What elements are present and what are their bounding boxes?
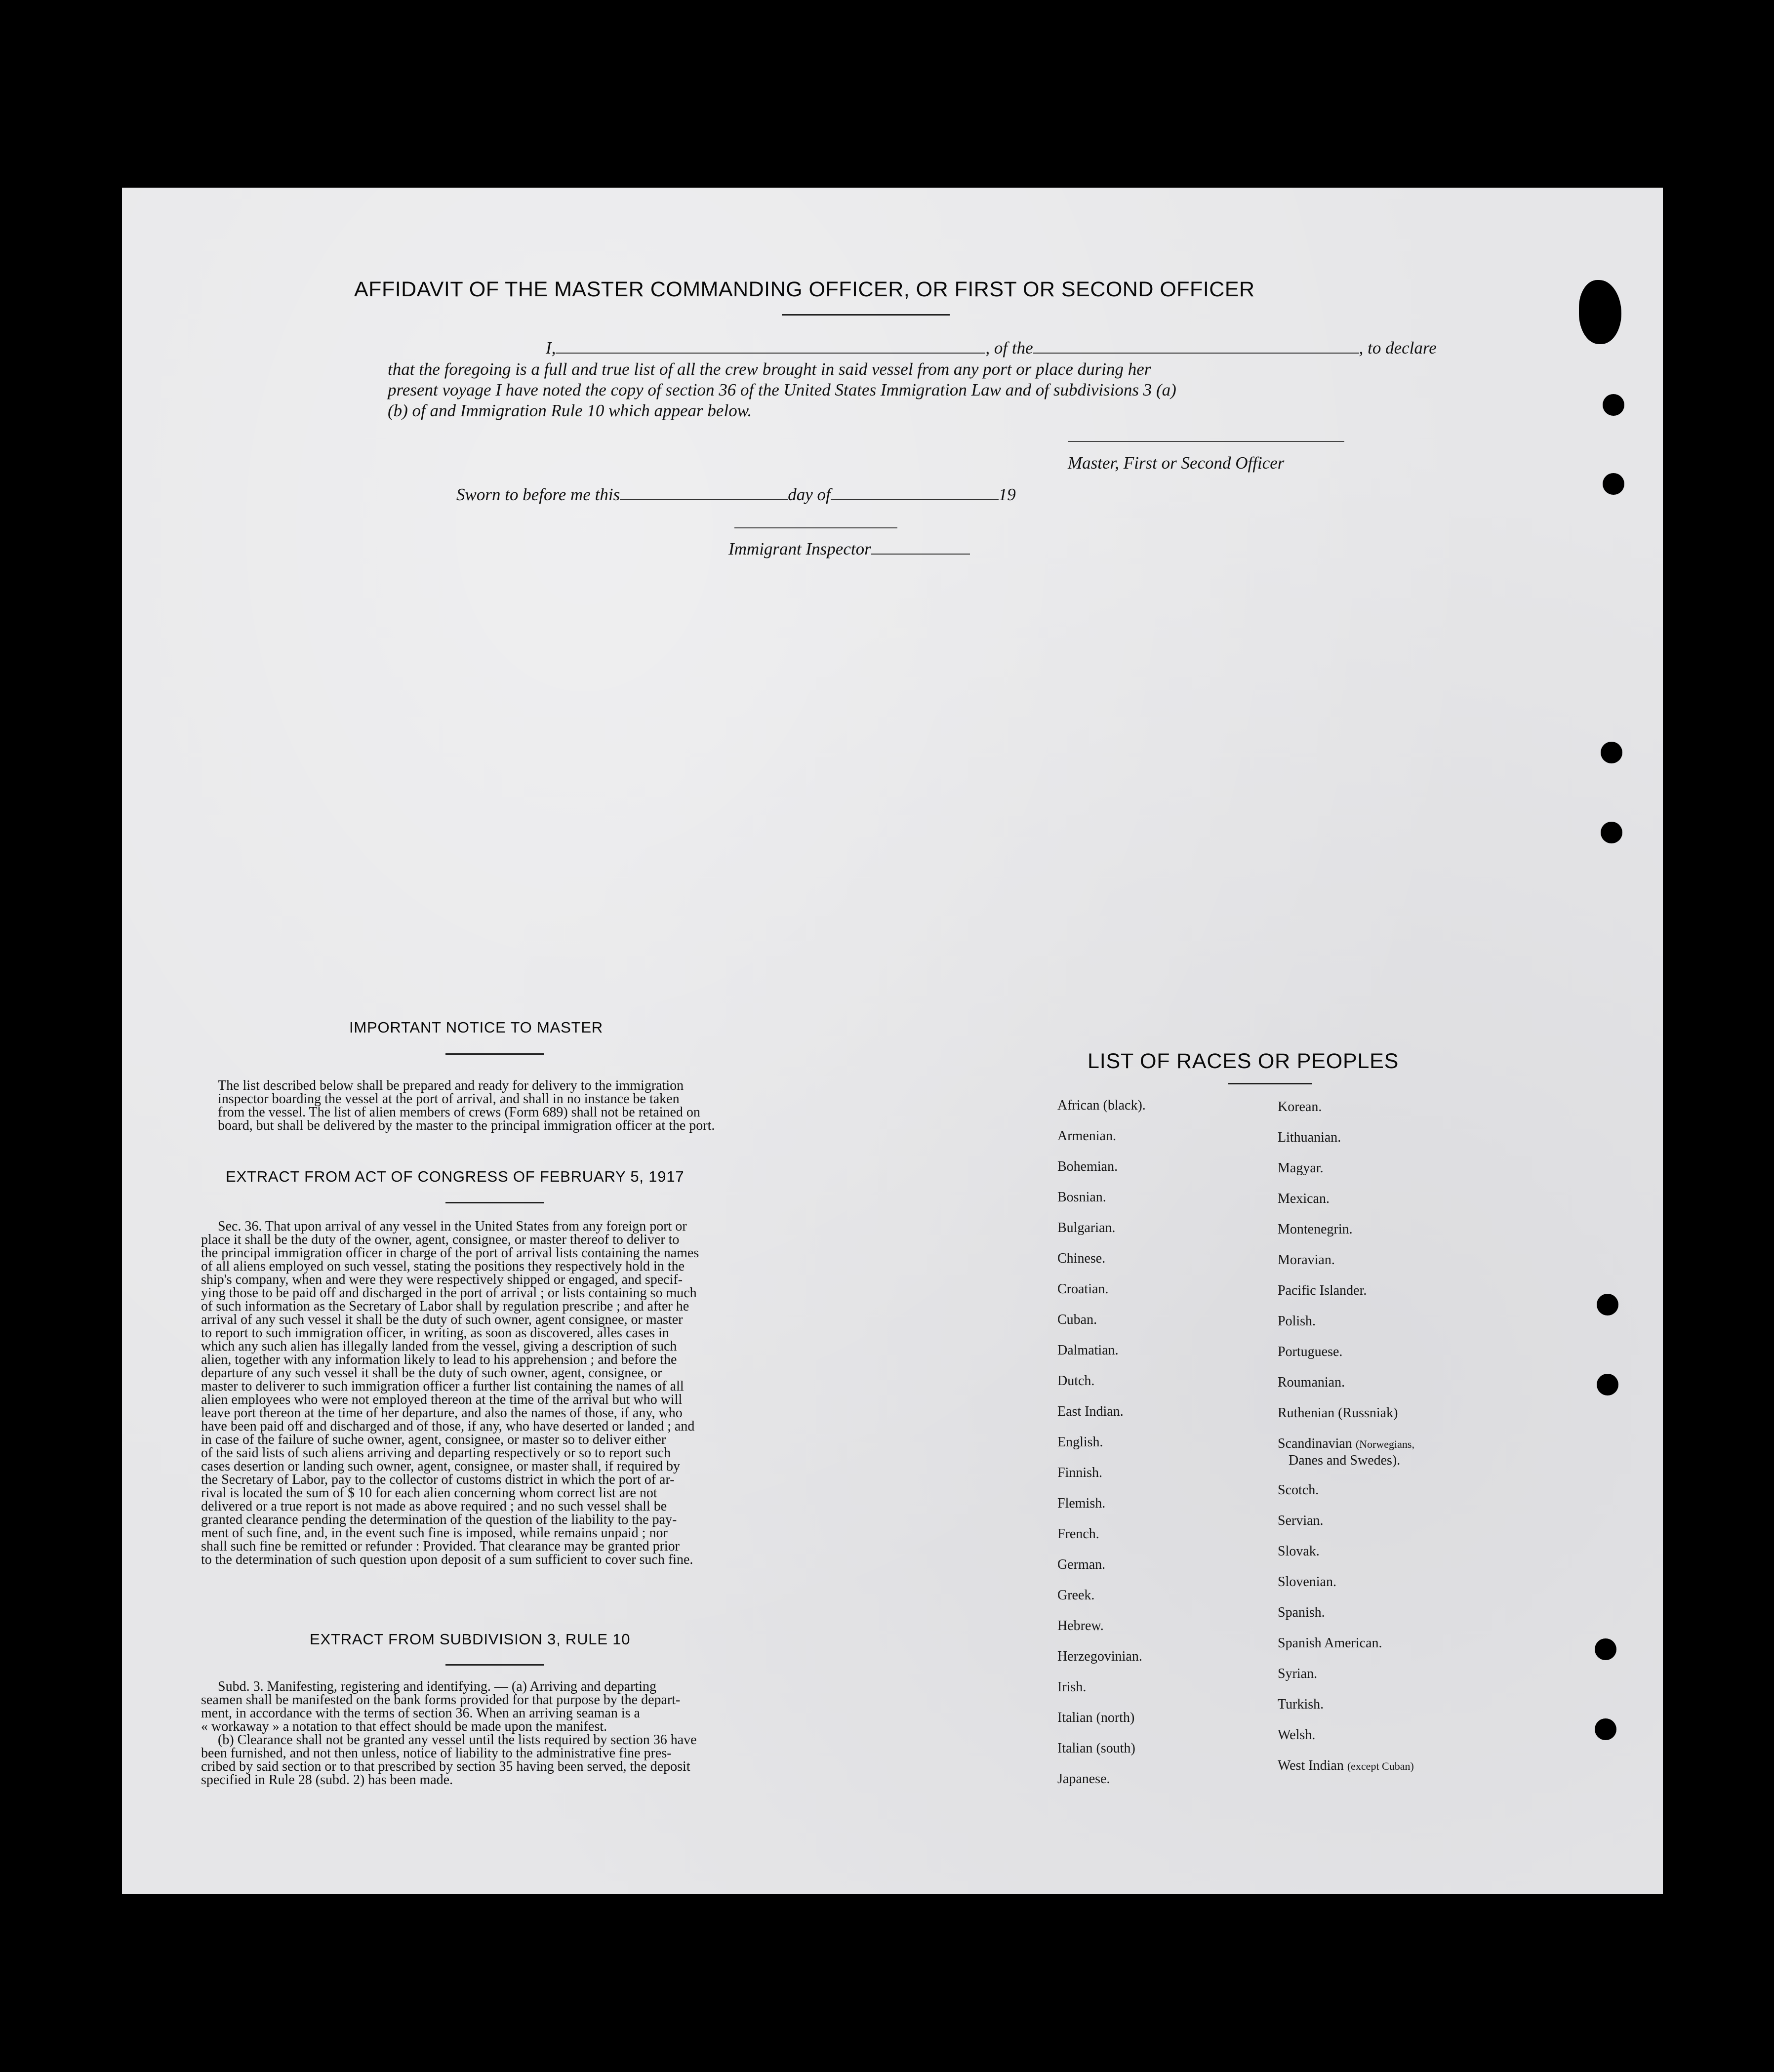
act-line: Sec. 36. That upon arrival of any vessel in the United States from any foreign port or bbox=[218, 1219, 687, 1234]
notice-title: IMPORTANT NOTICE TO MASTER bbox=[349, 1019, 603, 1036]
race-item: Italian (north) bbox=[1057, 1710, 1135, 1725]
race-item: Welsh. bbox=[1278, 1727, 1316, 1743]
race-item: Magyar. bbox=[1278, 1160, 1324, 1176]
act-line: arrival of any such vessel it shall be the duty of such owner, agent consignee, or master bbox=[201, 1312, 683, 1327]
act-extract-title: EXTRACT FROM ACT OF CONGRESS OF FEBRUARY 5, 1917 bbox=[226, 1168, 685, 1185]
act-line: to report to such immigration officer, in writing, as soon as discovered, alles cases in bbox=[201, 1325, 669, 1341]
race-item: Moravian. bbox=[1278, 1252, 1335, 1268]
race-item: Roumanian. bbox=[1278, 1375, 1345, 1390]
rule-line: specified in Rule 28 (subd. 2) has been made. bbox=[201, 1772, 453, 1788]
act-line: alien employees who were not employed thereon at the time of the arrival but who will bbox=[201, 1392, 683, 1407]
race-item: English. bbox=[1057, 1434, 1103, 1450]
name-blank bbox=[556, 338, 985, 354]
punch-hole bbox=[1601, 822, 1622, 843]
punch-hole bbox=[1595, 1638, 1616, 1660]
race-west-indian: West Indian bbox=[1278, 1758, 1344, 1773]
punch-hole bbox=[1595, 1718, 1616, 1740]
race-scandinavian: Scandinavian bbox=[1278, 1436, 1352, 1451]
affidavit-to-declare: , to declare bbox=[1359, 338, 1437, 358]
race-item: Spanish. bbox=[1278, 1605, 1325, 1620]
notice-underline bbox=[445, 1053, 544, 1055]
affidavit-i: I, bbox=[546, 338, 556, 358]
act-line: rival is located the sum of $ 10 for each alien concerning whom correct list are not bbox=[201, 1485, 657, 1501]
race-item: Italian (south) bbox=[1057, 1741, 1135, 1756]
master-signature-line bbox=[1068, 441, 1344, 442]
race-item: Hebrew. bbox=[1057, 1618, 1104, 1634]
affidavit-line-2: that the foregoing is a full and true list of all the crew brought in said vessel from any port or place during her bbox=[388, 359, 1151, 379]
act-line: granted clearance pending the determination of the question of the liability to the pay- bbox=[201, 1512, 677, 1527]
race-item: Croatian. bbox=[1057, 1281, 1109, 1297]
race-item: Finnish. bbox=[1057, 1465, 1103, 1480]
race-west-indian-note: (except Cuban) bbox=[1347, 1760, 1414, 1772]
race-item-scandinavian-cont: Danes and Swedes). bbox=[1289, 1453, 1401, 1468]
ink-blot bbox=[1579, 280, 1621, 344]
race-item: French. bbox=[1057, 1526, 1099, 1542]
inspector-signature-line bbox=[734, 527, 897, 528]
sworn-line bbox=[456, 484, 1016, 505]
inspector-label: Immigrant Inspector bbox=[728, 539, 871, 558]
punch-hole bbox=[1603, 473, 1624, 495]
race-item: Chinese. bbox=[1057, 1251, 1106, 1266]
race-item: Slovenian. bbox=[1278, 1574, 1336, 1590]
notice-line: The list described below shall be prepared and ready for delivery to the immigration bbox=[218, 1078, 684, 1093]
act-line: in case of the failure of suche owner, agent, consignee, or master so to deliver either bbox=[201, 1432, 666, 1447]
act-line: alien, together with any information likely to lead to his apprehension ; and before the bbox=[201, 1352, 677, 1367]
notice-line: inspector boarding the vessel at the port of arrival, and shall in no instance be taken bbox=[218, 1091, 680, 1107]
sworn-day-of: day of bbox=[788, 485, 831, 504]
document-page bbox=[122, 188, 1663, 1894]
notice-line: from the vessel. The list of alien members of crews (Form 689) shall not be retained on bbox=[218, 1105, 700, 1120]
sworn-month-blank bbox=[831, 484, 999, 500]
sworn-label: Sworn to before me this bbox=[456, 485, 620, 504]
act-line: have been paid off and discharged and of those, if any, who have deserted or landed ; and bbox=[201, 1419, 695, 1434]
rule-line: been furnished, and not then unless, notice of liability to the administrative fine pres- bbox=[201, 1746, 672, 1761]
act-line: the Secretary of Labor, pay to the collector of customs district in which the port of ar- bbox=[201, 1472, 675, 1487]
race-item: Bosnian. bbox=[1057, 1190, 1106, 1205]
race-item: Korean. bbox=[1278, 1099, 1322, 1115]
act-line: of such information as the Secretary of Labor shall by regulation prescribe ; and after he bbox=[201, 1299, 689, 1314]
race-item: Bulgarian. bbox=[1057, 1220, 1116, 1235]
act-line: ship's company, when and were they were respectively shipped or engaged, and specif- bbox=[201, 1272, 683, 1287]
punch-hole bbox=[1601, 742, 1622, 763]
act-line: the principal immigration officer in charge of the port of arrival lists containing the names bbox=[201, 1245, 699, 1261]
race-item: Armenian. bbox=[1057, 1128, 1116, 1144]
race-item: Dalmatian. bbox=[1057, 1343, 1119, 1358]
race-item: Turkish. bbox=[1278, 1697, 1324, 1712]
affidavit-line-4: (b) of and Immigration Rule 10 which appear below. bbox=[388, 401, 752, 420]
race-item: Irish. bbox=[1057, 1679, 1087, 1695]
races-underline bbox=[1228, 1083, 1312, 1084]
race-item: Herzegovinian. bbox=[1057, 1649, 1142, 1664]
rule-line: cribed by said section or to that prescribed by section 35 having been served, the deposit bbox=[201, 1759, 690, 1774]
affidavit-line-1 bbox=[546, 337, 1437, 359]
race-item: East Indian. bbox=[1057, 1404, 1124, 1419]
act-line: ment of such fine, and, in the event such fine is imposed, while remains unpaid ; nor bbox=[201, 1525, 668, 1541]
rule-extract-title: EXTRACT FROM SUBDIVISION 3, RULE 10 bbox=[310, 1631, 631, 1648]
act-line: ying those to be paid off and discharged in the port of arrival ; or lists containing so much bbox=[201, 1285, 697, 1301]
notice-body bbox=[201, 1079, 784, 1132]
race-item: Scotch. bbox=[1278, 1482, 1319, 1498]
race-item: African (black). bbox=[1057, 1098, 1146, 1113]
race-item: Flemish. bbox=[1057, 1496, 1106, 1511]
race-item: German. bbox=[1057, 1557, 1106, 1572]
rule-line: ment, in accordance with the terms of section 36. When an arriving seaman is a bbox=[201, 1706, 640, 1721]
act-line: which any such alien has illegally landed from the vessel, giving a description of such bbox=[201, 1339, 677, 1354]
act-extract-body bbox=[201, 1220, 784, 1566]
race-item: Dutch. bbox=[1057, 1373, 1095, 1389]
act-line: of the said lists of such aliens arriving and departing respectively or so to report such bbox=[201, 1445, 671, 1461]
act-underline bbox=[445, 1202, 544, 1203]
race-item: Bohemian. bbox=[1057, 1159, 1118, 1174]
act-line: of all aliens employed on such vessel, stating the positions they respectively hold in the bbox=[201, 1259, 685, 1274]
act-line: leave port thereon at the time of her departure, and also the names of those, if any, who bbox=[201, 1405, 683, 1421]
race-item-scandinavian bbox=[1278, 1436, 1414, 1452]
act-line: master to deliverer to such immigration officer a further list containing the names of all bbox=[201, 1379, 684, 1394]
rule-underline bbox=[445, 1664, 544, 1666]
race-item: Syrian. bbox=[1278, 1666, 1318, 1681]
act-line: delivered or a true report is not made as above required ; and no such vessel shall be bbox=[201, 1499, 667, 1514]
race-item: Spanish American. bbox=[1278, 1635, 1382, 1651]
act-line: to the determination of such question upon deposit of a sum sufficient to cover such fine. bbox=[201, 1552, 693, 1567]
race-item: Slovak. bbox=[1278, 1544, 1320, 1559]
inspector-line bbox=[728, 538, 970, 559]
title-underline bbox=[782, 314, 950, 316]
race-item: Lithuanian. bbox=[1278, 1130, 1341, 1145]
race-item: Mexican. bbox=[1278, 1191, 1330, 1206]
sworn-year: 19 bbox=[998, 485, 1016, 504]
act-line: departure of any such vessel it shall be the duty of such owner, agent, consignee, or bbox=[201, 1365, 662, 1381]
race-item: Portuguese. bbox=[1278, 1344, 1343, 1359]
rule-line: Subd. 3. Manifesting, registering and identifying. — (a) Arriving and departing bbox=[218, 1679, 657, 1694]
vessel-blank bbox=[1033, 338, 1359, 354]
act-line: shall such fine be remitted or refunder : Provided. That clearance may be granted prior bbox=[201, 1539, 680, 1554]
race-item: Cuban. bbox=[1057, 1312, 1097, 1327]
race-item: Ruthenian (Russniak) bbox=[1278, 1405, 1398, 1421]
rule-line: seamen shall be manifested on the bank forms provided for that purpose by the depart- bbox=[201, 1692, 681, 1708]
punch-hole bbox=[1597, 1294, 1618, 1315]
punch-hole bbox=[1603, 394, 1624, 416]
affidavit-of-the: , of the bbox=[985, 338, 1033, 358]
master-signature-label: Master, First or Second Officer bbox=[1068, 453, 1285, 473]
races-title: LIST OF RACES OR PEOPLES bbox=[1088, 1049, 1399, 1073]
rule-line: « workaway » a notation to that effect should be made upon the manifest. bbox=[201, 1719, 607, 1734]
notice-line: board, but shall be delivered by the master to the principal immigration officer at the port. bbox=[218, 1118, 715, 1133]
affidavit-line-3: present voyage I have noted the copy of section 36 of the United States Immigration Law and of subdivisions 3 (a) bbox=[388, 380, 1176, 399]
race-scandinavian-note: (Norwegians, bbox=[1355, 1438, 1414, 1450]
inspector-blank bbox=[871, 539, 970, 555]
race-item: Greek. bbox=[1057, 1588, 1095, 1603]
race-item: Servian. bbox=[1278, 1513, 1324, 1528]
rule-line: (b) Clearance shall not be granted any vessel until the lists required by section 36 have bbox=[218, 1732, 697, 1748]
act-line: place it shall be the duty of the owner, agent, consignee, or master thereof to deliver to bbox=[201, 1232, 680, 1247]
punch-hole bbox=[1597, 1374, 1618, 1395]
sworn-date-blank bbox=[620, 484, 788, 500]
affidavit-title: AFFIDAVIT OF THE MASTER COMMANDING OFFICER, OR FIRST OR SECOND OFFICER bbox=[354, 278, 1255, 301]
race-item-west-indian bbox=[1278, 1758, 1414, 1774]
race-item: Pacific Islander. bbox=[1278, 1283, 1367, 1298]
race-item: Montenegrin. bbox=[1278, 1222, 1353, 1237]
race-item: Polish. bbox=[1278, 1314, 1316, 1329]
race-item: Japanese. bbox=[1057, 1771, 1110, 1787]
act-line: cases desertion or landing such owner, agent, consignee, or master shall, if required by bbox=[201, 1459, 681, 1474]
rule-extract-body bbox=[201, 1680, 784, 1787]
